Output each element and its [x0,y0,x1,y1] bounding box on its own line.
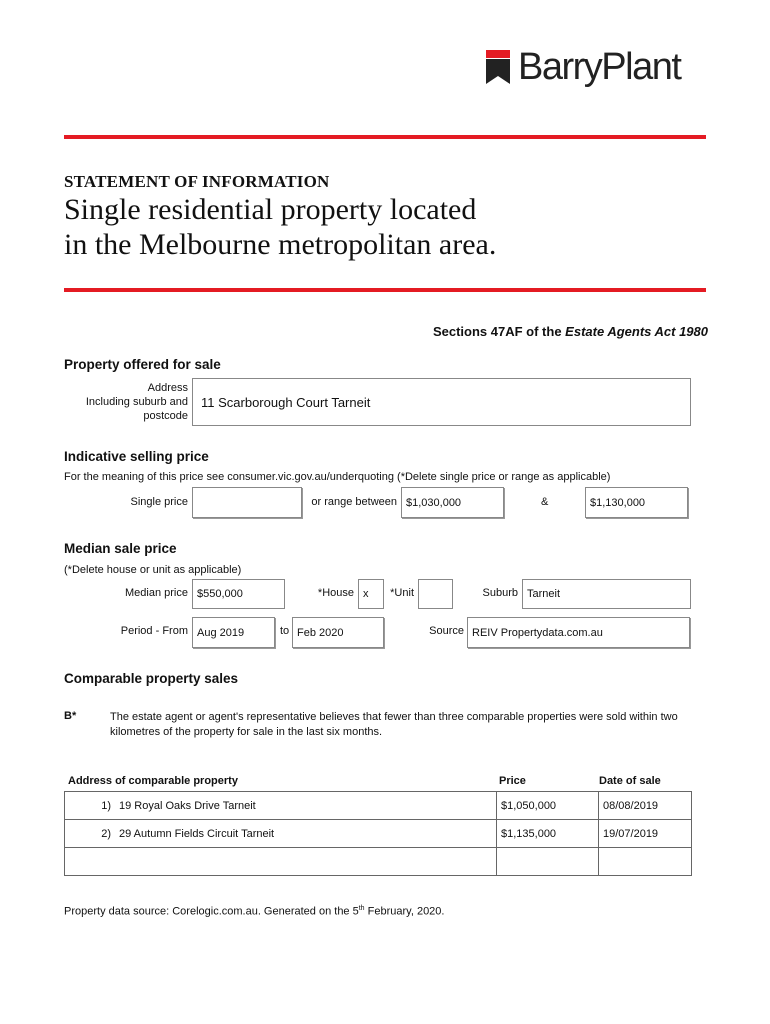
date-cell[interactable]: 19/07/2019 [599,820,692,848]
address-label-line-2: Including suburb and [85,396,188,408]
period-from-label: Period - From [120,625,188,637]
row-number: 2) [101,827,111,840]
col-date-header: Date of sale [599,775,661,787]
logo-text: BarryPlant [518,46,681,88]
range-high-field[interactable]: $1,130,000 [585,487,688,518]
barry-plant-logo [486,48,680,86]
median-price-field[interactable]: $550,000 [192,579,285,609]
table-row [65,848,692,876]
address-cell[interactable] [65,820,497,848]
comparable-heading: Comparable property sales [64,671,239,686]
footer-sup: th [358,905,365,912]
range-low-field[interactable]: $1,030,000 [401,487,504,518]
col-address-header: Address of comparable property [68,775,238,787]
unit-label: *Unit [390,587,414,599]
single-price-label: Single price [130,496,188,508]
period-from-field[interactable]: Aug 2019 [192,617,275,648]
median-heading: Median sale price [64,541,177,556]
statement-label: STATEMENT OF INFORMATION [64,172,330,191]
price-cell[interactable] [497,848,599,876]
property-heading: Property offered for sale [64,357,221,372]
period-to-field[interactable]: Feb 2020 [292,617,384,648]
price-cell[interactable]: $1,135,000 [497,820,599,848]
table-row [65,792,692,820]
row-number: 1) [101,799,111,812]
address-label [70,381,188,423]
comparable-marker: B* [64,710,77,722]
address-cell[interactable] [65,848,497,876]
footer-text-after: February, 2020. [364,905,445,918]
address-cell[interactable] [65,792,497,820]
period-to-label: to [280,625,290,637]
sections-prefix: Sections 47AF of the [432,324,566,339]
top-red-rule [64,135,706,139]
indicative-heading: Indicative selling price [64,449,209,464]
footer-text-before: Property data source: Corelogic.com.au. Generated on the 5 [64,905,359,918]
second-red-rule [64,288,706,292]
source-field[interactable]: REIV Propertydata.com.au [467,617,690,648]
range-ampersand: & [541,496,549,508]
median-note: (*Delete house or unit as applicable) [64,564,242,576]
col-price-header: Price [499,775,526,787]
range-label: or range between [311,496,397,508]
address-label-line-1: Address [147,382,188,394]
sections-reference [433,324,708,339]
house-field[interactable]: x [358,579,384,609]
single-price-field[interactable] [192,487,302,518]
comparable-table [64,791,692,876]
table-row [65,820,692,848]
comparable-statement: The estate agent or agent's representative believes that fewer than three comparable properties were sold within two kilometres of the property for sale in the last six months. [110,711,678,738]
title-line-2: in the Melbourne metropolitan area. [64,228,497,261]
address-field[interactable]: 11 Scarborough Court Tarneit [192,378,691,426]
logo-mark-icon [486,50,510,84]
indicative-note: For the meaning of this price see consumer.vic.gov.au/underquoting (*Delete single price or range as applicable) [64,471,611,483]
footer-source [64,905,444,918]
sections-act: Estate Agents Act 1980 [565,324,708,339]
date-cell[interactable] [599,848,692,876]
page-title [64,192,496,262]
unit-field[interactable] [418,579,453,609]
price-cell[interactable]: $1,050,000 [497,792,599,820]
median-price-label: Median price [125,587,188,599]
row-address: 29 Autumn Fields Circuit Tarneit [119,827,275,840]
date-cell[interactable]: 08/08/2019 [599,792,692,820]
house-label: *House [317,587,354,599]
source-label: Source [429,625,464,637]
address-label-line-3: postcode [143,410,188,422]
row-address: 19 Royal Oaks Drive Tarneit [119,799,256,812]
title-line-1: Single residential property located [64,193,477,226]
suburb-label: Suburb [482,587,518,599]
suburb-field[interactable]: Tarneit [522,579,691,609]
